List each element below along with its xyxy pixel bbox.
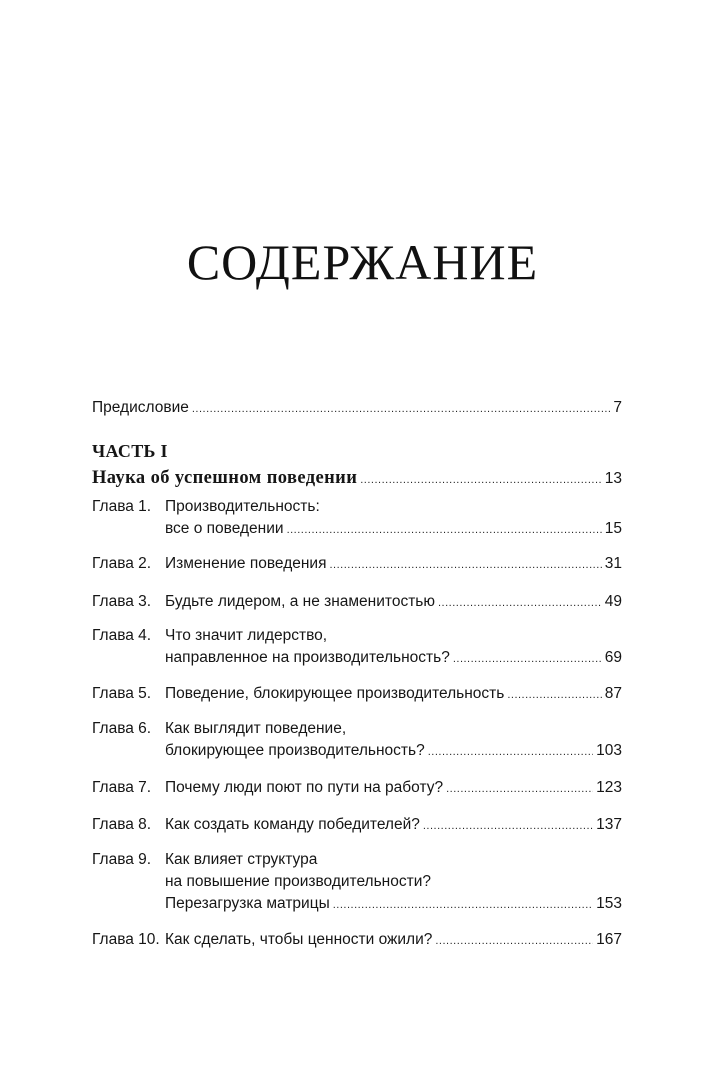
dot-leader: [453, 648, 602, 670]
chapter-title-line: Поведение, блокирующее производительность: [165, 685, 505, 702]
toc-page-number: 15: [604, 520, 622, 537]
dot-leader: [329, 554, 601, 576]
toc-entry-chapter-3[interactable]: [92, 591, 622, 613]
chapter-number: Глава 1.: [92, 498, 152, 515]
toc-page-number: 103: [596, 742, 622, 759]
dot-leader: [192, 398, 611, 420]
chapter-title-line: направленное на производительность?: [165, 649, 450, 666]
chapter-title-line: Как выглядит поведение,: [165, 720, 347, 737]
dot-leader: [438, 592, 602, 614]
toc-entry-chapter-9[interactable]: [92, 849, 622, 915]
toc-entry-label: Предисловие: [92, 399, 189, 416]
dot-leader: [428, 741, 593, 763]
chapter-number: Глава 10.: [92, 931, 160, 948]
toc-page-number: 87: [604, 685, 622, 702]
chapter-number: Глава 6.: [92, 720, 152, 737]
toc-page-number: 137: [596, 816, 622, 833]
toc-entry-chapter-1[interactable]: [92, 496, 622, 540]
chapter-number: Глава 9.: [92, 851, 152, 868]
dot-leader: [435, 930, 593, 952]
chapter-title-line: на повышение производительности?: [165, 873, 431, 890]
part-label: ЧАСТЬ I: [92, 441, 168, 461]
chapter-title-line: все о поведении: [165, 520, 284, 537]
toc-page-number: 31: [604, 555, 622, 572]
dot-leader: [423, 815, 593, 837]
dot-leader: [507, 684, 601, 706]
chapter-title-line: блокирующее производительность?: [165, 742, 425, 759]
toc-entry-chapter-4[interactable]: [92, 625, 622, 669]
toc-entry-part-1[interactable]: [92, 467, 622, 489]
chapter-number: Глава 7.: [92, 779, 152, 796]
toc-entry-chapter-2[interactable]: [92, 553, 622, 575]
chapter-number: Глава 4.: [92, 627, 152, 644]
part-title: Наука об успешном поведении: [92, 468, 358, 488]
toc-page-number: 153: [596, 895, 622, 912]
page-title: СОДЕРЖАНИЕ: [186, 234, 539, 290]
toc-page-number: 167: [596, 931, 622, 948]
chapter-title-line: Будьте лидером, а не знаменитостью: [165, 593, 435, 610]
chapter-number: Глава 5.: [92, 685, 152, 702]
dot-leader: [333, 894, 593, 916]
dot-leader: [287, 519, 602, 541]
chapter-title-line: Изменение поведения: [165, 555, 327, 572]
toc-page-number: 49: [604, 593, 622, 610]
dot-leader: [446, 778, 593, 800]
chapter-number: Глава 3.: [92, 593, 152, 610]
toc-entry-chapter-10[interactable]: [92, 929, 622, 951]
toc-page-number: 13: [604, 470, 622, 487]
chapter-number: Глава 2.: [92, 555, 152, 572]
chapter-title-line: Как создать команду победителей?: [165, 816, 420, 833]
chapter-title-line: Производительность:: [165, 498, 320, 515]
toc-entry-chapter-7[interactable]: [92, 777, 622, 799]
toc-entry-preface[interactable]: [92, 397, 622, 419]
toc-page-number: 69: [604, 649, 622, 666]
toc-page-number: 7: [613, 399, 622, 416]
toc-page-number: 123: [596, 779, 622, 796]
chapter-title-line: Перезагрузка матрицы: [165, 895, 330, 912]
toc-entry-chapter-5[interactable]: [92, 683, 622, 705]
chapter-title-line: Как сделать, чтобы ценности ожили?: [165, 931, 433, 948]
chapter-title-line: Почему люди поют по пути на работу?: [165, 779, 444, 796]
chapter-title-line: Что значит лидерство,: [165, 627, 328, 644]
toc-entry-chapter-8[interactable]: [92, 814, 622, 836]
dot-leader: [360, 469, 602, 491]
chapter-number: Глава 8.: [92, 816, 152, 833]
chapter-title-line: Как влияет структура: [165, 851, 318, 868]
toc-entry-chapter-6[interactable]: [92, 718, 622, 762]
